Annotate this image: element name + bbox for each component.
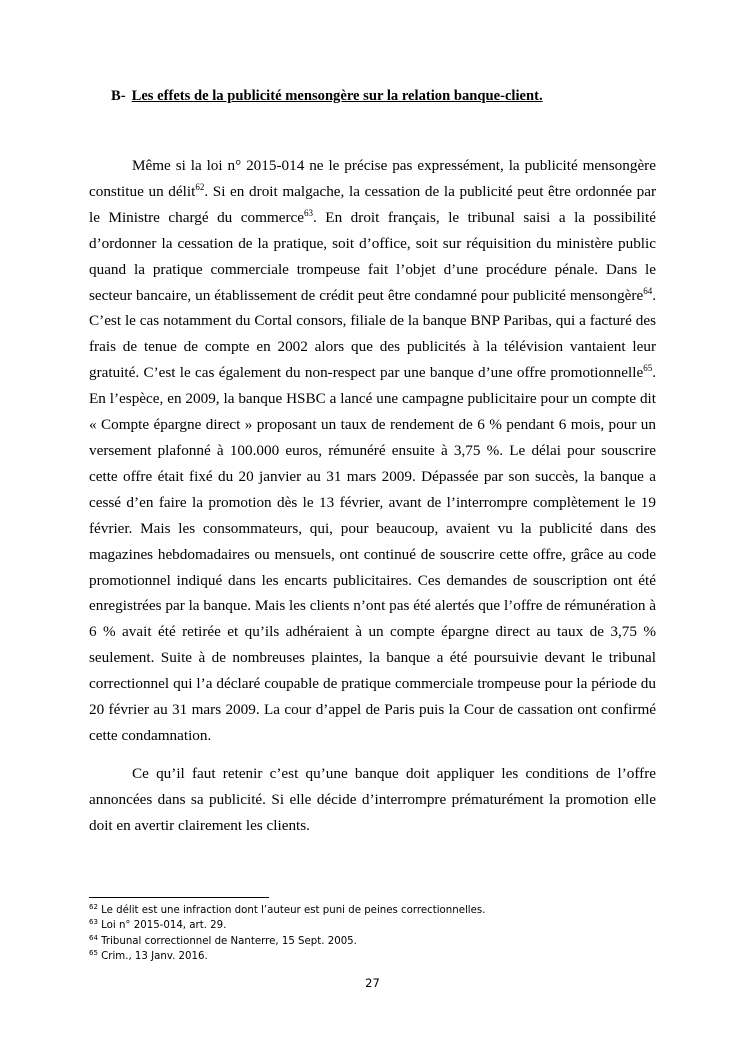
body-text: [89, 153, 656, 839]
paragraph-1-text: . C’est le cas notamment du Cortal consors, filiale de la banque BNP Paribas, qui a facturé des frais de tenue de compte en 2002 alors que des publicités à la télévision vantaient leur gratuité. C’est le cas également du non-respect par une banque d’une offre promotionnelle: [89, 286, 656, 382]
paragraph-1: [89, 153, 656, 749]
section-heading: [111, 88, 543, 105]
paragraph-1-text: . Si en droit malgache, la cessation de la publicité peut être ordonnée par le Ministre chargé du commerce: [89, 182, 657, 226]
footnote-ref-63: 63: [304, 207, 314, 218]
page-number: 27: [365, 976, 380, 990]
section-number: B-: [111, 88, 126, 104]
footnote-number: 64: [89, 933, 98, 942]
footnote-text: Loi n° 2015-014, art. 29.: [97, 920, 227, 932]
footnote-number: 62: [89, 903, 98, 911]
section-title: Les effets de la publicité mensongère sur la relation banque-client.: [131, 88, 543, 104]
footnote-63: [89, 918, 656, 933]
footnote-separator: [89, 897, 269, 898]
footnote-65: [89, 949, 656, 964]
footnote-text: Crim., 13 Janv. 2016.: [97, 951, 208, 963]
footnote-number: 65: [89, 949, 98, 958]
footnote-number: 63: [89, 918, 98, 927]
footnote-ref-65: 65: [643, 363, 653, 374]
footnotes: [89, 903, 656, 965]
footnote-62: [89, 903, 656, 918]
paragraph-1-text: . En l’espèce, en 2009, la banque HSBC a lancé une campagne publicitaire pour un compte dit « Compte épargne direct » proposant un taux de rendement de 6 % pendant 6 mois, pour un versement plafonné à 100.000 euros, rémunéré ensuite à 3,75 %. Le délai pour souscrire cette offre était fixé du 20 janvier au 31 mars 2009. Dépassée par son succès, la banque a cessé d’en faire la promotion dès le 13 février, avant de l’interrompre complètement le 19 février. Mais les consommateurs, qui, pour beaucoup, avaient vu la publicité dans des magazines hebdomadaires ou mensuels, ont continué de souscrire cette offre, grâce au code promotionnel indiqué dans les encarts publicitaires. Ces demandes de souscription ont été enregistrées par la banque. Mais les clients n’ont pas été alertés que l’offre de rémunération à 6 % avait été retirée et qu’ils adhéraient à un compte épargne direct au taux de 3,75 % seulement. Suite à de nombreuses plaintes, la banque a été poursuivie devant le tribunal correctionnel qui l’a déclaré coupable de pratique commerciale trompeuse pour la période du 20 février au 31 mars 2009. La cour d’appel de Paris puis la Cour de cassation ont confirmé cette condamnation.: [89, 364, 656, 744]
footnote-ref-64: 64: [643, 285, 653, 296]
footnote-ref-62: 62: [195, 181, 205, 192]
paragraph-1-text: Même si la loi n° 2015-014 ne le précise pas expressément, la publicité mensongère constitue un délit: [89, 157, 656, 200]
footnote-64: [89, 934, 656, 949]
footnote-text: Le délit est une infraction dont l’auteur est puni de peines correctionnelles.: [97, 905, 486, 916]
footnote-text: Tribunal correctionnel de Nanterre, 15 Sept. 2005.: [97, 935, 357, 947]
paragraph-1-text: . En droit français, le tribunal saisi a la possibilité d’ordonner la cessation de la pratique, soit d’office, soit sur réquisition du ministère public quand la pratique commerciale trompeuse fait l’objet d’une procédure pénale. Dans le secteur bancaire, un établissement de crédit peut être condamné pour publicité mensongère: [89, 208, 656, 304]
paragraph-2: Ce qu’il faut retenir c’est qu’une banque doit appliquer les conditions de l’offre annoncées dans sa publicité. Si elle décide d’interrompre prématurément la promotion elle doit en avertir clairement les clients.: [89, 764, 656, 834]
